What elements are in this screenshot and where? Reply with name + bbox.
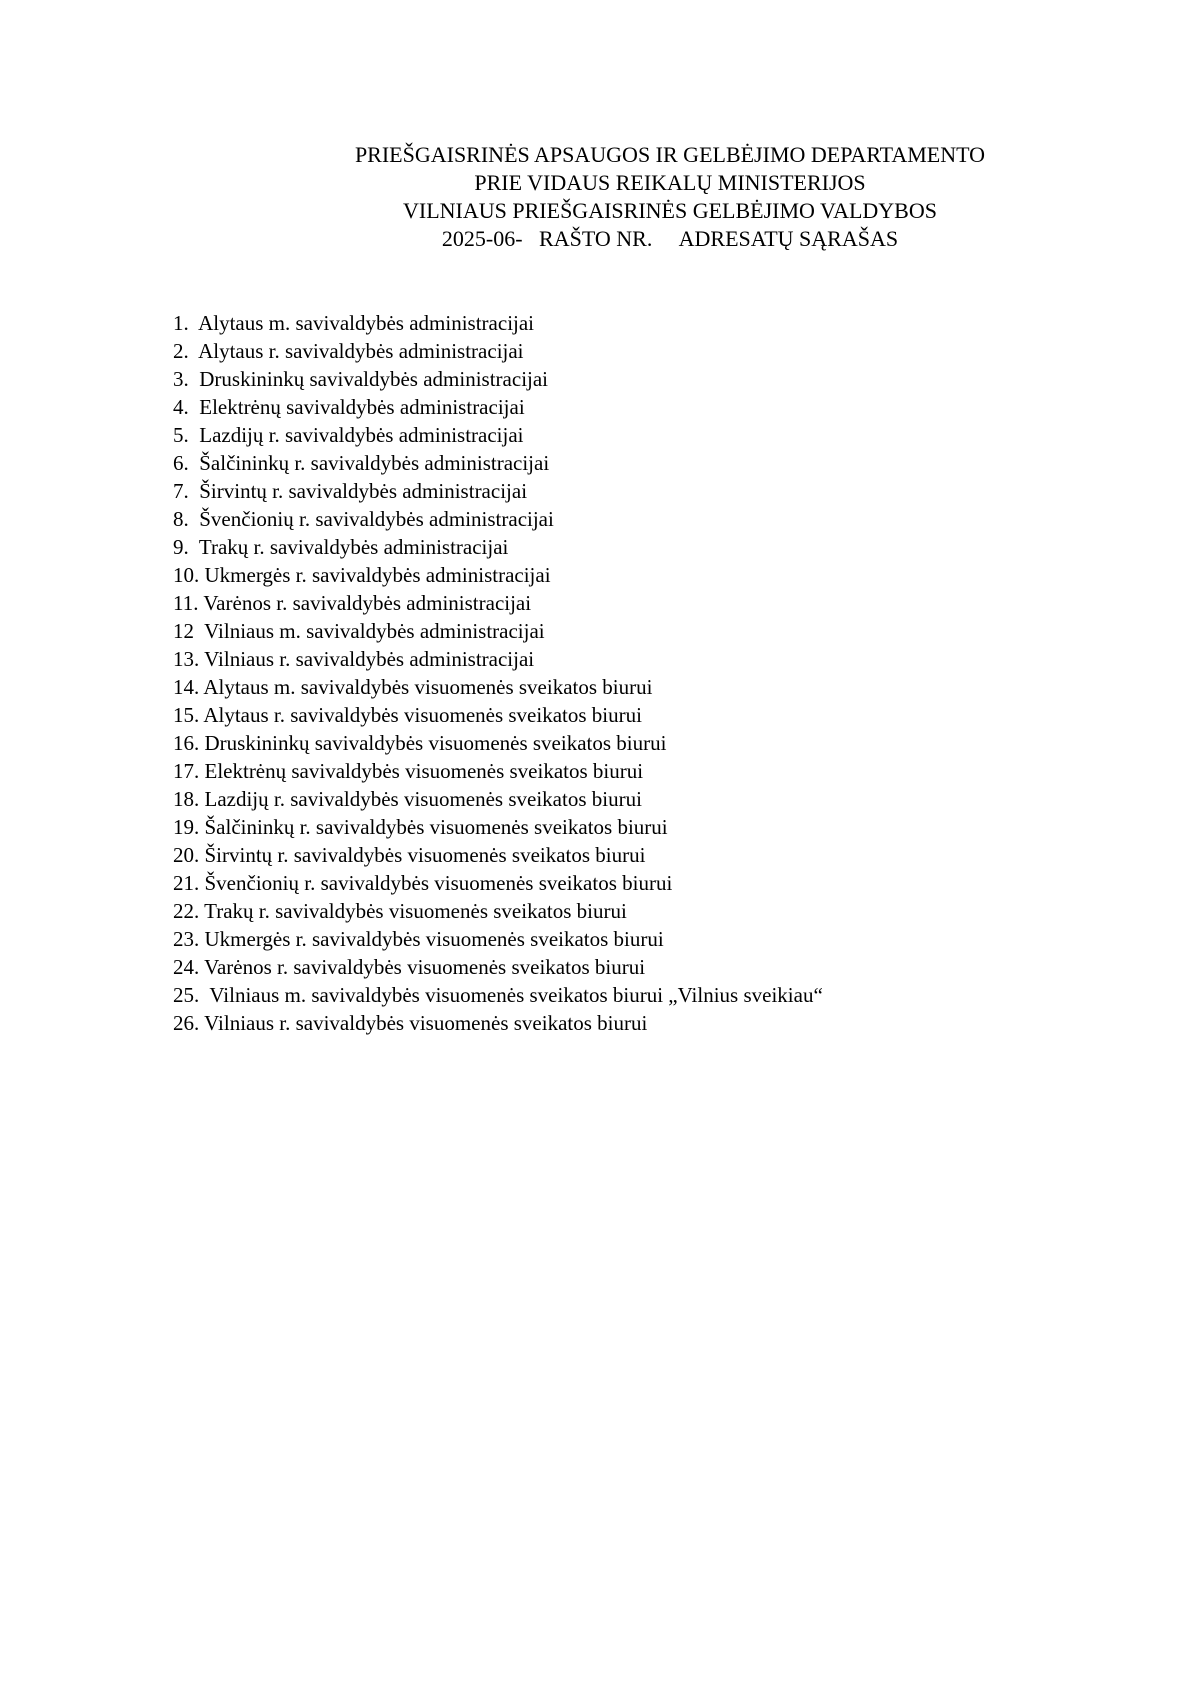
list-item: 19. Šalčininkų r. savivaldybės visuomenės sveikatos biurui [173,815,668,839]
header-line-ministry: PRIE VIDAUS REIKALŲ MINISTERIJOS [474,170,866,195]
list-item: 17. Elektrėnų savivaldybės visuomenės sveikatos biurui [173,759,644,783]
header-line-board: VILNIAUS PRIEŠGAISRINĖS GELBĖJIMO VALDYBOS [403,198,937,223]
list-item: 2. Alytaus r. savivaldybės administracijai [173,339,524,363]
list-item: 24. Varėnos r. savivaldybės visuomenės sveikatos biurui [173,955,646,979]
list-item: 21. Švenčionių r. savivaldybės visuomenės sveikatos biurui [173,871,673,895]
list-item: 22. Trakų r. savivaldybės visuomenės sveikatos biurui [173,899,627,923]
list-item: 16. Druskininkų savivaldybės visuomenės sveikatos biurui [173,731,667,755]
list-item: 11. Varėnos r. savivaldybės administracijai [173,591,532,615]
list-item: 7. Širvintų r. savivaldybės administracijai [173,479,528,503]
list-item: 10. Ukmergės r. savivaldybės administracijai [173,563,551,587]
list-item: 6. Šalčininkų r. savivaldybės administracijai [173,451,550,475]
addressee-list [173,309,1053,1037]
list-item: 5. Lazdijų r. savivaldybės administracijai [173,423,524,447]
list-item: 8. Švenčionių r. savivaldybės administracijai [173,507,554,531]
list-item: 1. Alytaus m. savivaldybės administracijai [173,311,535,335]
list-item: 15. Alytaus r. savivaldybės visuomenės sveikatos biurui [173,703,642,727]
list-item: 23. Ukmergės r. savivaldybės visuomenės sveikatos biurui [173,927,664,951]
document-header [300,141,1040,253]
list-item: 20. Širvintų r. savivaldybės visuomenės sveikatos biurui [173,843,646,867]
list-item: 4. Elektrėnų savivaldybės administracijai [173,395,525,419]
list-item: 25. Vilniaus m. savivaldybės visuomenės sveikatos biurui „Vilnius sveikiau“ [173,983,823,1007]
list-item: 26. Vilniaus r. savivaldybės visuomenės sveikatos biurui [173,1011,648,1035]
header-line-department: PRIEŠGAISRINĖS APSAUGOS IR GELBĖJIMO DEPARTAMENTO [354,142,986,167]
list-item: 3. Druskininkų savivaldybės administracijai [173,367,549,391]
list-item: 18. Lazdijų r. savivaldybės visuomenės sveikatos biurui [173,787,642,811]
list-item: 14. Alytaus m. savivaldybės visuomenės sveikatos biurui [173,675,653,699]
list-item: 12 Vilniaus m. savivaldybės administracijai [173,619,545,643]
header-line-letter-title: 2025-06- RAŠTO NR. ADRESATŲ SĄRAŠAS [441,226,899,251]
list-item: 13. Vilniaus r. savivaldybės administracijai [173,647,535,671]
list-item: 9. Trakų r. savivaldybės administracijai [173,535,509,559]
